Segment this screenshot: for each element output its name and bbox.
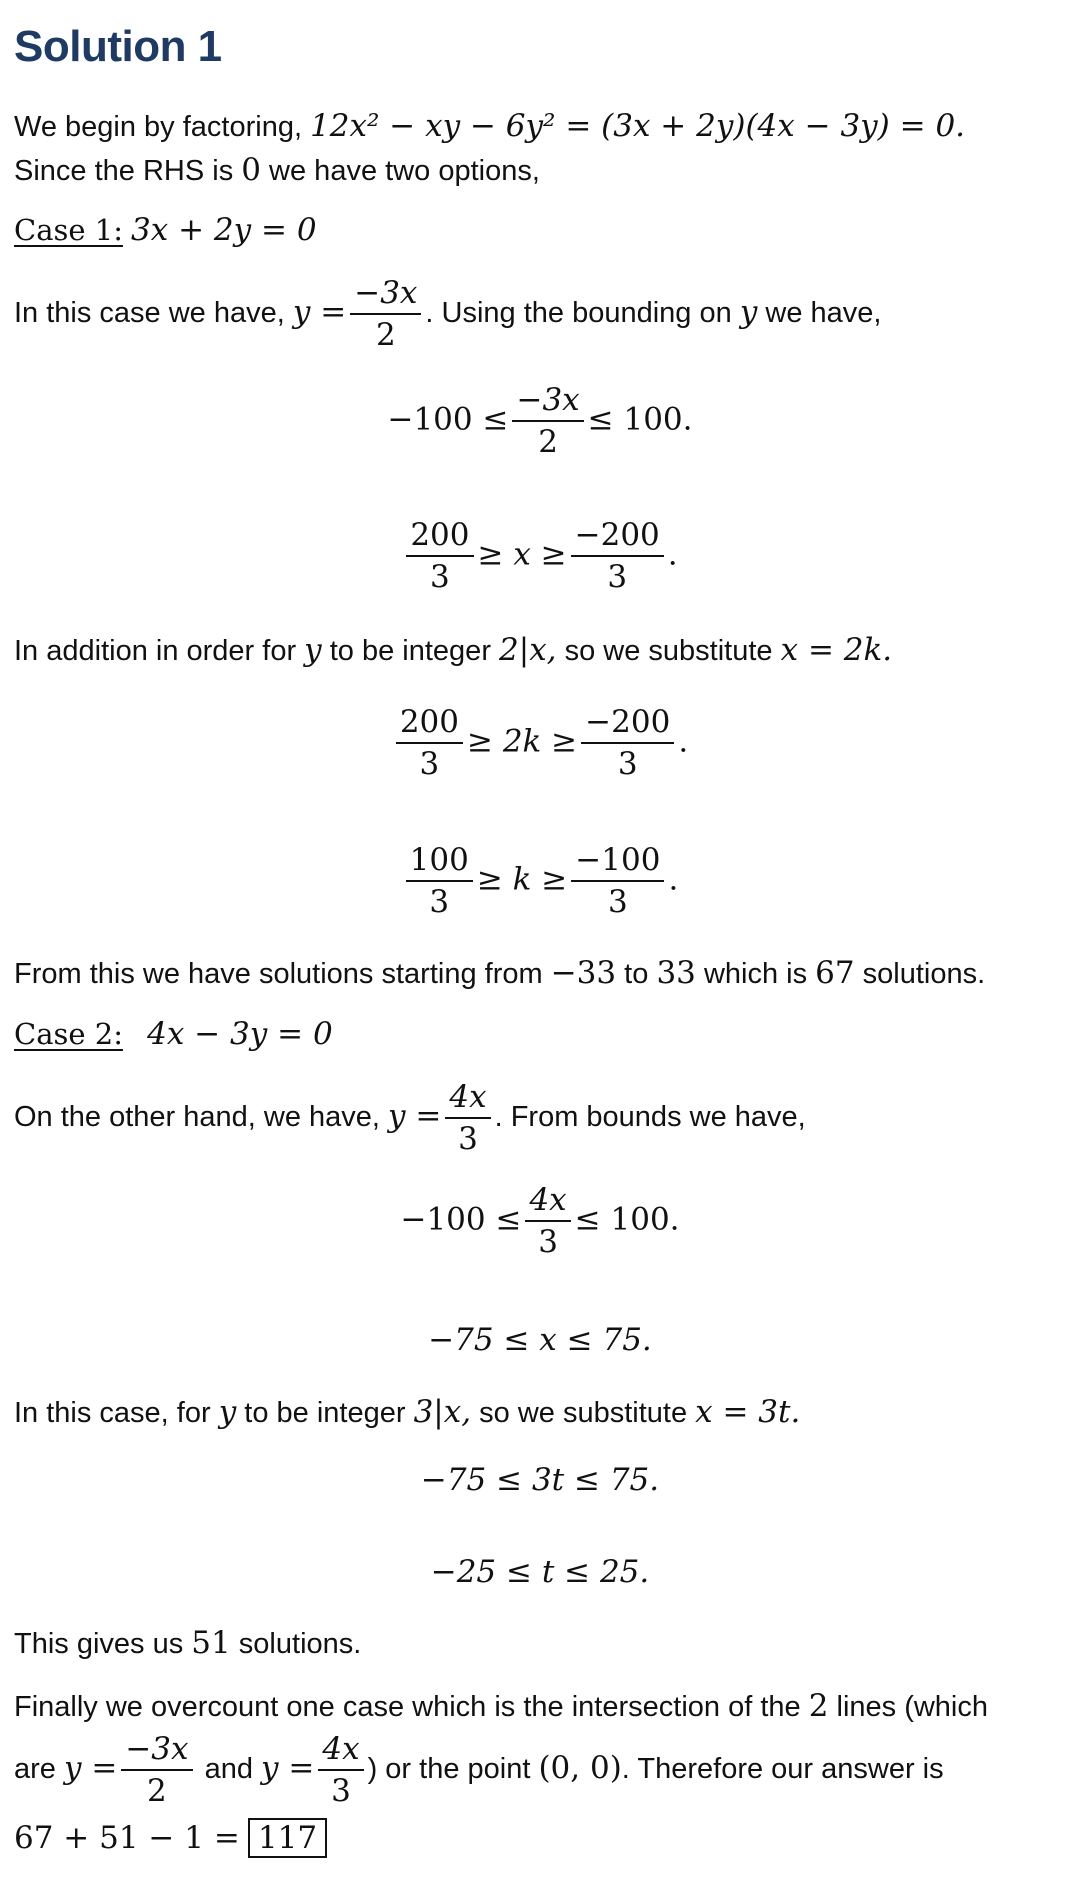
text: and xyxy=(196,1753,262,1785)
denominator: 2 xyxy=(147,1773,167,1810)
variable: y xyxy=(304,632,322,668)
expr: ≥ x ≥ xyxy=(477,536,567,573)
text: we have, xyxy=(757,297,882,329)
case2-header xyxy=(14,1014,333,1055)
denominator: 3 xyxy=(331,1773,351,1810)
denominator: 3 xyxy=(607,559,628,595)
numerator: 200 xyxy=(406,515,473,557)
intro-text: We begin by factoring, xyxy=(14,111,311,143)
text: are xyxy=(14,1753,64,1785)
case1-label: Case 1: xyxy=(14,213,123,247)
numerator: −3x xyxy=(121,1729,192,1771)
fraction xyxy=(406,840,473,922)
case2-fraction xyxy=(445,1077,490,1159)
text: solutions. xyxy=(230,1628,362,1660)
origin-point: (0, 0) xyxy=(538,1750,622,1786)
denominator: 2 xyxy=(538,424,558,460)
variable: y xyxy=(218,1394,237,1430)
substitution: x = 3t. xyxy=(695,1394,801,1430)
denominator: 3 xyxy=(458,1121,478,1158)
text: Finally we overcount one case which is the intersection of the xyxy=(14,1691,809,1723)
y-equals: y = xyxy=(63,1750,118,1786)
solution-count: 51 xyxy=(191,1625,231,1661)
denominator: 3 xyxy=(419,746,440,782)
text: lines (which xyxy=(828,1691,988,1723)
case2-integer-condition xyxy=(14,1392,800,1433)
rhs-value: 0 xyxy=(241,152,261,188)
factoring-equation: 12x² − xy − 6y² = (3x + 2y)(4x − 3y) = 0. xyxy=(310,108,966,144)
fraction xyxy=(571,840,664,922)
line-count: 2 xyxy=(808,1688,829,1724)
text: From this we have solutions starting from xyxy=(14,958,551,990)
intro-text: we have two options, xyxy=(261,155,540,187)
expr: ≤ 100. xyxy=(574,1201,680,1238)
final-line-1 xyxy=(14,1686,988,1727)
denominator: 3 xyxy=(617,746,638,782)
denominator: 3 xyxy=(429,884,450,920)
text: solutions. xyxy=(854,958,986,990)
fraction xyxy=(581,702,674,784)
text: This gives us xyxy=(14,1628,192,1660)
text: In addition in order for xyxy=(14,635,305,667)
numerator: 200 xyxy=(396,702,463,744)
fraction xyxy=(571,515,664,597)
case2-inequality-1 xyxy=(14,1180,1066,1262)
denominator: 3 xyxy=(608,884,628,920)
case1-inequality-2 xyxy=(14,515,1066,597)
y-equals: y = xyxy=(261,1750,315,1786)
text: In this case we have, xyxy=(14,297,293,329)
period: . xyxy=(678,723,689,760)
text: to xyxy=(616,958,657,990)
text: to be integer xyxy=(321,635,500,667)
case2-y-expression-line xyxy=(14,1076,806,1156)
denominator: 3 xyxy=(430,559,450,595)
range-end: 33 xyxy=(656,955,696,991)
divisibility: 2|x, xyxy=(499,632,557,668)
expr: ≤ 100. xyxy=(587,401,693,438)
case1-equation: 3x + 2y = 0 xyxy=(131,212,317,248)
divisibility: 3|x, xyxy=(413,1394,472,1430)
case1-result xyxy=(14,953,985,994)
case1-integer-condition xyxy=(14,630,892,671)
substitution: x = 2k. xyxy=(780,632,893,668)
text: . From bounds we have, xyxy=(494,1101,806,1133)
expr: −100 ≤ xyxy=(387,401,509,438)
fraction xyxy=(406,515,473,597)
sum-expression: 67 + 51 − 1 = xyxy=(14,1820,240,1856)
case2-label: Case 2: xyxy=(14,1017,123,1051)
case2-inequality-2: −75 ≤ x ≤ 75. xyxy=(428,1322,652,1358)
final-line-3 xyxy=(14,1818,327,1859)
fraction xyxy=(396,702,463,784)
text: ) or the point xyxy=(367,1753,539,1785)
fraction xyxy=(525,1180,570,1262)
numerator: −100 xyxy=(571,840,664,882)
numerator: −200 xyxy=(581,702,674,744)
intro-line-1 xyxy=(14,106,965,147)
numerator: 4x xyxy=(318,1729,363,1771)
fraction xyxy=(318,1729,363,1811)
intro-text: Since the RHS is xyxy=(14,155,242,187)
solution-count: 67 xyxy=(815,955,855,991)
case1-y-expression-line xyxy=(14,272,881,352)
text: to be integer xyxy=(236,1397,414,1429)
expr: ≥ k ≥ xyxy=(476,861,568,898)
text: . Using the bounding on xyxy=(425,297,740,329)
denominator: 2 xyxy=(375,317,396,354)
case1-header xyxy=(14,210,317,251)
numerator: −3x xyxy=(350,273,421,315)
fraction xyxy=(121,1729,192,1811)
final-line-2 xyxy=(14,1728,944,1808)
y-equals: y = xyxy=(292,294,347,330)
expr: −100 ≤ xyxy=(400,1201,522,1238)
period: . xyxy=(668,861,679,898)
numerator: 4x xyxy=(525,1180,570,1222)
case2-inequality-3: −75 ≤ 3t ≤ 75. xyxy=(420,1462,660,1498)
case2-equation: 4x − 3y = 0 xyxy=(147,1016,333,1052)
text: . Therefore our answer is xyxy=(621,1753,944,1785)
text: On the other hand, we have, xyxy=(14,1101,389,1133)
denominator: 3 xyxy=(538,1224,558,1260)
text: so we substitute xyxy=(556,635,781,667)
case1-inequality-3 xyxy=(14,702,1066,784)
case1-inequality-4 xyxy=(14,840,1066,922)
case2-inequality-4: −25 ≤ t ≤ 25. xyxy=(430,1554,650,1590)
solution-title: Solution 1 xyxy=(14,22,222,71)
period: . xyxy=(667,536,678,573)
intro-line-2 xyxy=(14,150,540,191)
range-start: −33 xyxy=(550,955,617,991)
case1-fraction xyxy=(350,273,421,355)
y-equals: y = xyxy=(388,1098,442,1134)
fraction xyxy=(512,380,583,462)
expr: ≥ 2k ≥ xyxy=(466,723,578,760)
numerator: 4x xyxy=(445,1077,490,1119)
text: which is xyxy=(695,958,816,990)
numerator: −200 xyxy=(571,515,664,557)
boxed-answer: 117 xyxy=(248,1818,327,1858)
numerator: −3x xyxy=(512,380,583,422)
case2-result xyxy=(14,1623,361,1664)
case1-inequality-1 xyxy=(14,380,1066,462)
text: In this case, for xyxy=(14,1397,219,1429)
numerator: 100 xyxy=(406,840,473,882)
variable: y xyxy=(739,294,758,330)
text: so we substitute xyxy=(471,1397,696,1429)
